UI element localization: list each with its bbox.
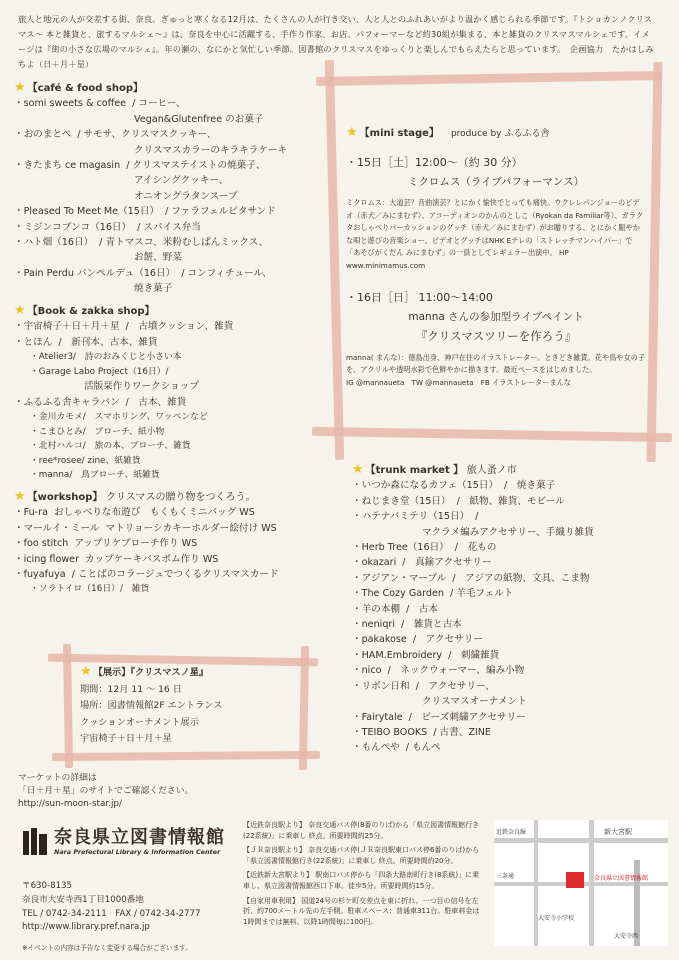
item-name: ・fuyafuya xyxy=(14,568,66,580)
stage-frame-right xyxy=(647,62,663,462)
item-desc: / xyxy=(475,511,479,523)
item-name: クリスマスオーナメント xyxy=(422,696,527,708)
access-line: 【近鉄新大宮駅より】 駅南口バス停から「四条大路南町行き(8系統)」に乗車し、県立図書情報館西口下車。徒歩5分。所要時間約15分。 xyxy=(243,871,480,890)
stage-heading: 【mini stage】 xyxy=(359,128,439,139)
item-desc: / 古本、雑貨 xyxy=(125,396,187,408)
item-desc-cont: 焼き菓子 xyxy=(134,283,173,295)
item-name: ・ree*rosee xyxy=(30,455,82,466)
event1-date: ・15日［土］12:00〜（約 30 分） xyxy=(346,156,523,169)
stage-frame-bottom xyxy=(312,427,672,442)
item-desc: / ビーズ刺繍アクセサリー xyxy=(408,711,526,723)
star-icon: ★ xyxy=(14,488,26,504)
item-desc: / zine、紙雑貨 xyxy=(81,455,141,466)
exhibit-line: 場所：図書情報館2F エントランス xyxy=(80,700,223,711)
item-name: ・リボン日和 xyxy=(352,680,410,692)
list-item xyxy=(14,582,324,597)
item-name: ・Pleased To Meet Me（15日） xyxy=(14,206,160,218)
list-item xyxy=(14,220,324,235)
list-item xyxy=(14,567,324,582)
item-name: ・somi sweets & coffee xyxy=(14,98,127,110)
stage-frame-top xyxy=(316,71,662,86)
item-name: ・ふるふる舎キャラバン xyxy=(14,396,120,408)
star-icon: ★ xyxy=(352,462,364,477)
list-item xyxy=(14,319,324,334)
star-icon: ★ xyxy=(14,80,26,95)
map-label-line: 近鉄奈良線 xyxy=(496,829,527,836)
item-desc: / アジアの紙物、文具、こま物 xyxy=(452,572,590,584)
exhibit xyxy=(80,664,305,748)
library-logo xyxy=(22,828,237,856)
star-icon: ★ xyxy=(346,125,358,140)
library-name-jp: 奈良県立図書情報館 xyxy=(54,827,225,848)
address-line: 〒630-8135 xyxy=(22,881,72,891)
item-desc: / スマホリング、ワッペンなど xyxy=(82,411,208,422)
item-name: ・ハテナバミテリ（15日） xyxy=(352,511,470,523)
list-item xyxy=(14,395,324,410)
item-desc: / xyxy=(165,366,169,377)
map-road xyxy=(534,820,538,946)
item-name: ・もんぺや xyxy=(352,742,400,754)
item-desc: / ネックウォーマー、編み小物 xyxy=(387,665,525,677)
item-name: ・金川カモメ xyxy=(30,411,83,422)
list-item xyxy=(14,425,324,440)
item-name: ・Garage Labo Project（16日） xyxy=(30,366,166,377)
event2-date: ・16日［日］ 11:00〜14:00 xyxy=(346,290,493,304)
item-name: ・nico xyxy=(352,665,382,677)
list-item xyxy=(352,663,662,678)
exhibit-frame-bottom xyxy=(52,751,320,761)
book-heading: 【Book & zakka shop】 xyxy=(27,305,155,317)
item-desc: / アクセサリー、 xyxy=(415,680,495,692)
list-item xyxy=(14,410,324,425)
item-desc: / サモサ、クリスマスクッキー、 xyxy=(77,129,217,141)
mini-stage xyxy=(346,124,646,389)
address-line: 奈良市大安寺西1丁目1000番地 xyxy=(22,894,144,905)
item-desc-cont: アイシングクッキー、 xyxy=(134,175,229,187)
item-desc: / ことばのコラージュでつくるクリスマスカード xyxy=(71,568,279,580)
item-desc: / 詩のおみくじと小さい本 xyxy=(73,351,182,362)
trunk-tag: 旅人蚤ノ市 xyxy=(466,465,517,476)
item-desc: / 紙物、雑貨、モビール xyxy=(456,495,565,507)
item-name: ・ねじまき堂（15日） xyxy=(352,495,451,507)
event2-sub: manna さんの参加型ライブペイント xyxy=(408,310,584,323)
list-item xyxy=(14,439,324,454)
item-name: ・羊の本棚 xyxy=(352,603,400,615)
disclaimer-note: ※イベントの内容は予告なく変更する場合がございます。 xyxy=(22,944,192,952)
trunk-heading: 【trunk market 】 xyxy=(365,465,464,476)
workshop-tagline: クリスマスの贈り物をつくろう。 xyxy=(105,491,256,503)
market-info-url[interactable]: http://sun-moon-star.jp/ xyxy=(18,799,122,809)
item-name: ・pakakose xyxy=(352,634,407,646)
list-item xyxy=(352,525,662,540)
item-name: ・とほん xyxy=(14,336,53,348)
event2-sns: IG @mannaueta TW @mannaueta FB イラストレーターまんな xyxy=(346,377,571,387)
list-item xyxy=(14,127,324,142)
library-url[interactable]: http://www.library.pref.nara.jp xyxy=(22,922,150,933)
item-name: ・Fu-ra xyxy=(14,507,48,519)
library-logo-icon xyxy=(22,828,48,856)
item-name: ・foo stitch xyxy=(14,538,69,550)
item-desc: / 旅の本、ブローチ、雑貨 xyxy=(82,441,191,452)
item-desc: / アクセサリー xyxy=(412,634,483,646)
item-desc: アップリケブローチ作り WS xyxy=(74,538,198,550)
book-list xyxy=(14,319,324,483)
map-road xyxy=(494,838,668,843)
market-info xyxy=(18,772,193,811)
item-name: ・Fairytale xyxy=(352,711,403,723)
map-label-station: 新大宮駅 xyxy=(604,828,632,836)
item-name: 活版栞作りワークショップ xyxy=(84,381,199,393)
item-name: ・きたまち ce magasin xyxy=(14,160,121,172)
item-desc: / 真鍮アクセサリー xyxy=(402,557,492,569)
intro-text: 旅人と地元の人が交差する街、奈良。ぎゅっと寒くなる12月は、たくさんの人が行き交い、人と人とのふれあいがより温かく感じられる季節です。『トショカンノクリスマス〜 本と雑貨と、旅するマルシェ〜』は、奈良を中心に活躍する、手作り作家、お店、パフォーマーなど約30組が集まる、本と雑貨のクリスマスマルシェです。イメージは『街の小さな広場のマルシェ』。年の瀬の、なにかと気忙しい季節。図書館のクリスマスをゆっくりと楽しんでもらえたらと思っています。 企画協力 たかはしみちよ（日＋月＋星） xyxy=(18,14,654,69)
item-desc: / クリスマステイストの焼菓子、 xyxy=(126,160,266,172)
workshop-section xyxy=(14,489,324,597)
access-line: 【近鉄奈良駅より】 奈良交通バス停(8番のりば)から「県立図書情報館行き(22系統)」に乗車し 終点。所要時間約25分。 xyxy=(243,821,480,840)
cafe-list xyxy=(14,96,324,296)
item-name: ・いつか森になるカフェ（15日） xyxy=(352,480,499,492)
list-item xyxy=(14,335,324,350)
list-item xyxy=(14,468,324,483)
item-name: ・アジアン・マーブル xyxy=(352,572,447,584)
exhibit-frame-left xyxy=(63,644,73,768)
item-desc: / 刺繍雑貨 xyxy=(448,649,500,661)
library-address xyxy=(22,880,200,935)
item-name: ・北村ハルコ xyxy=(30,441,83,452)
list-item xyxy=(352,555,662,570)
list-item xyxy=(352,571,662,586)
item-name: ・icing flower xyxy=(14,553,80,565)
list-item xyxy=(14,552,324,567)
item-name: ・neniqri xyxy=(352,619,396,631)
item-desc: / 古墳クッション、雑貨 xyxy=(125,321,234,333)
list-item xyxy=(352,694,662,709)
list-item xyxy=(352,710,662,725)
item-desc-cont: オニオングラタンスープ xyxy=(134,190,238,202)
list-item xyxy=(352,679,662,694)
list-item xyxy=(14,96,324,111)
access-map xyxy=(494,820,668,946)
list-item xyxy=(14,454,324,469)
star-icon: ★ xyxy=(80,664,92,679)
market-info-line: 「日＋月＋星」のサイトでご確認ください。 xyxy=(18,786,194,796)
event1-title: ミクロムス（ライブパフォーマンス） xyxy=(407,176,585,188)
item-name: ・TEIBO BOOKS xyxy=(352,726,428,738)
list-item xyxy=(14,350,324,365)
item-name: ・Atelier3 xyxy=(30,351,74,362)
item-desc-cont: お餅、野菜 xyxy=(134,252,182,264)
item-name: ・ミジンコブンコ（16日） xyxy=(14,221,132,233)
map-label-street: 三条通 xyxy=(496,873,515,880)
item-name: ・宇宙椅子＋日＋月＋星 xyxy=(14,321,120,333)
cafe-heading: 【café & food shop】 xyxy=(27,83,143,94)
item-name: ・Herb Tree（16日） xyxy=(352,542,449,554)
item-name: ・ハト畑（16日） xyxy=(14,237,94,249)
map-label-library: 奈良県立図書情報館 xyxy=(594,875,649,882)
list-item xyxy=(14,521,324,536)
item-name: マクラメ編みアクセサリー、手織り雑貨 xyxy=(422,526,594,538)
market-info-line: マーケットの詳細は xyxy=(18,773,97,783)
item-desc: / もんぺ xyxy=(405,742,441,754)
item-name: ・okazari xyxy=(352,557,397,569)
left-column xyxy=(14,76,324,603)
item-name: ・マールイ・ミール xyxy=(14,522,100,534)
event1-desc: ミクロムス：大道芸？音曲演芸？とにかく愉快でとっても痛快。ウクレレパンジョーのピデオ（赤犬／みにまむず）、アコーディオンのかんのとしこ（Ryokan da Familiar等）、ガラクタおしゃべりパーカッションのグッチ（赤犬／みにまむず）がお贈りする、とにかく賑やかな唄と遊びの音楽ショー。ピデオとグッチはNHK Eテレの「ストレッチマンハイパー」で「あそびがくだん みにまむず」の一員としてレギュラー出演中。 HP www.minimamus.com xyxy=(346,198,644,270)
list-item xyxy=(14,365,324,380)
item-desc: おしゃべりな布遊び もくもくミニバッグ WS xyxy=(53,507,255,519)
item-desc: / 古書、ZINE xyxy=(433,726,491,738)
list-item xyxy=(352,509,662,524)
item-desc: / ファラフェルピタサンド xyxy=(165,206,276,218)
list-item xyxy=(352,494,662,509)
item-name: ・HAM.Embroidery xyxy=(352,649,443,661)
list-item xyxy=(14,204,324,219)
item-name: ・manna xyxy=(30,470,70,481)
list-item xyxy=(352,586,662,601)
library-name-en: Nara Prefectural Library & Information Center xyxy=(54,848,221,856)
exhibit-line: クッションオーナメント展示 xyxy=(80,716,199,728)
exhibit-heading: 【展示】『クリスマスノ星』 xyxy=(93,667,209,678)
item-name: ・こまひとみ xyxy=(30,426,83,437)
item-desc: / 古本 xyxy=(405,603,438,615)
list-item xyxy=(14,158,324,173)
item-name: ・Pain Perdu パンペルデュ（16日） xyxy=(14,267,176,279)
list-item xyxy=(352,725,662,740)
item-desc: / 羊毛フェルト xyxy=(449,588,514,600)
item-desc: / 花もの xyxy=(454,542,497,554)
event2-desc: manna( まんな）：徳島出身、神戸在住のイラストレーター。ときどき雑貨。花や鳥や女の子を、アクリルや透明水彩で色鮮やかに描きます。最近ペースをはじめました。 xyxy=(346,352,646,375)
item-desc: / コーヒー、 xyxy=(132,98,186,110)
list-item xyxy=(14,235,324,250)
list-item xyxy=(14,505,324,520)
item-desc: / 新刊本、古本、雑貨 xyxy=(58,336,158,348)
item-desc: / スパイス弁当 xyxy=(137,221,201,233)
map-road xyxy=(589,820,594,946)
trunk-market xyxy=(352,462,662,756)
workshop-list xyxy=(14,505,324,597)
item-desc: / 雑貨と古本 xyxy=(401,619,462,631)
item-name: ・ソラトイロ（16日） xyxy=(30,584,120,595)
list-item xyxy=(14,536,324,551)
exhibit-line: 期間：12月 11 〜 16 日 xyxy=(80,683,182,695)
access-info xyxy=(243,820,483,931)
item-desc-cont: Vegan&Glutenfree のお菓子 xyxy=(134,113,264,125)
list-item xyxy=(352,602,662,617)
trunk-list xyxy=(352,478,662,755)
item-desc: / 焼き菓子 xyxy=(504,480,556,492)
list-item xyxy=(352,648,662,663)
list-item xyxy=(352,632,662,647)
list-item xyxy=(14,379,324,394)
exhibit-list xyxy=(80,682,305,748)
map-label-school: 大安寺小学校 xyxy=(538,915,575,922)
event2-title: 『クリスマスツリーを作ろう』 xyxy=(415,328,577,343)
list-item xyxy=(352,617,662,632)
access-line: 【自家用車利用】 国道24号の杉ケ町交差点を東に折れ、一つ目の信号を左折、約700メートル先の左手側。駐車スペース：普通車311台。駐車料金は1時間までは無料、以降1時間毎に100円。 xyxy=(243,896,480,926)
exhibit-line: 宇宙椅子＋日＋月＋星 xyxy=(80,733,172,744)
item-desc: / 雑貨 xyxy=(119,584,150,595)
list-item xyxy=(352,540,662,555)
list-item xyxy=(352,740,662,755)
item-desc-cont: クリスマスカラーのキラキラケーキ xyxy=(134,144,288,156)
map-label-cross: 大安寺西 xyxy=(614,933,639,940)
item-name: ・The Cozy Garden xyxy=(352,588,444,600)
item-name: ・おのまとぺ xyxy=(14,129,72,141)
workshop-heading: 【workshop】 xyxy=(27,491,103,503)
item-desc: / 青トマスコ、米粉むしぱんミックス、 xyxy=(99,237,269,249)
item-desc: / 鳥ブローチ、紙雑貨 xyxy=(69,470,160,481)
cafe-section xyxy=(14,80,324,297)
list-item xyxy=(352,478,662,493)
stage-frame-left xyxy=(325,60,344,460)
item-desc: カップケーキバスボム作り WS xyxy=(85,553,219,565)
book-section xyxy=(14,303,324,483)
access-line: 【ＪＲ奈良駅より】 奈良交通バス停(ＪＲ奈良駅東口バス停6番のりば)から「県立図書情報館行き(22系統)」に乗車し 終点。所要時間約20分。 xyxy=(243,846,480,865)
stage-producer: produce by ふるふる舎 xyxy=(450,129,550,139)
item-desc: マトリョーシカキーホルダー絵付け WS xyxy=(105,522,277,534)
star-icon: ★ xyxy=(14,302,26,318)
list-item xyxy=(14,266,324,281)
map-library-marker xyxy=(566,872,584,888)
address-line: TEL / 0742-34-2111 FAX / 0742-34-2777 xyxy=(22,908,201,919)
item-desc: / ブローチ、紙小物 xyxy=(82,426,165,437)
item-desc: / コンフィチュール、 xyxy=(181,267,272,279)
